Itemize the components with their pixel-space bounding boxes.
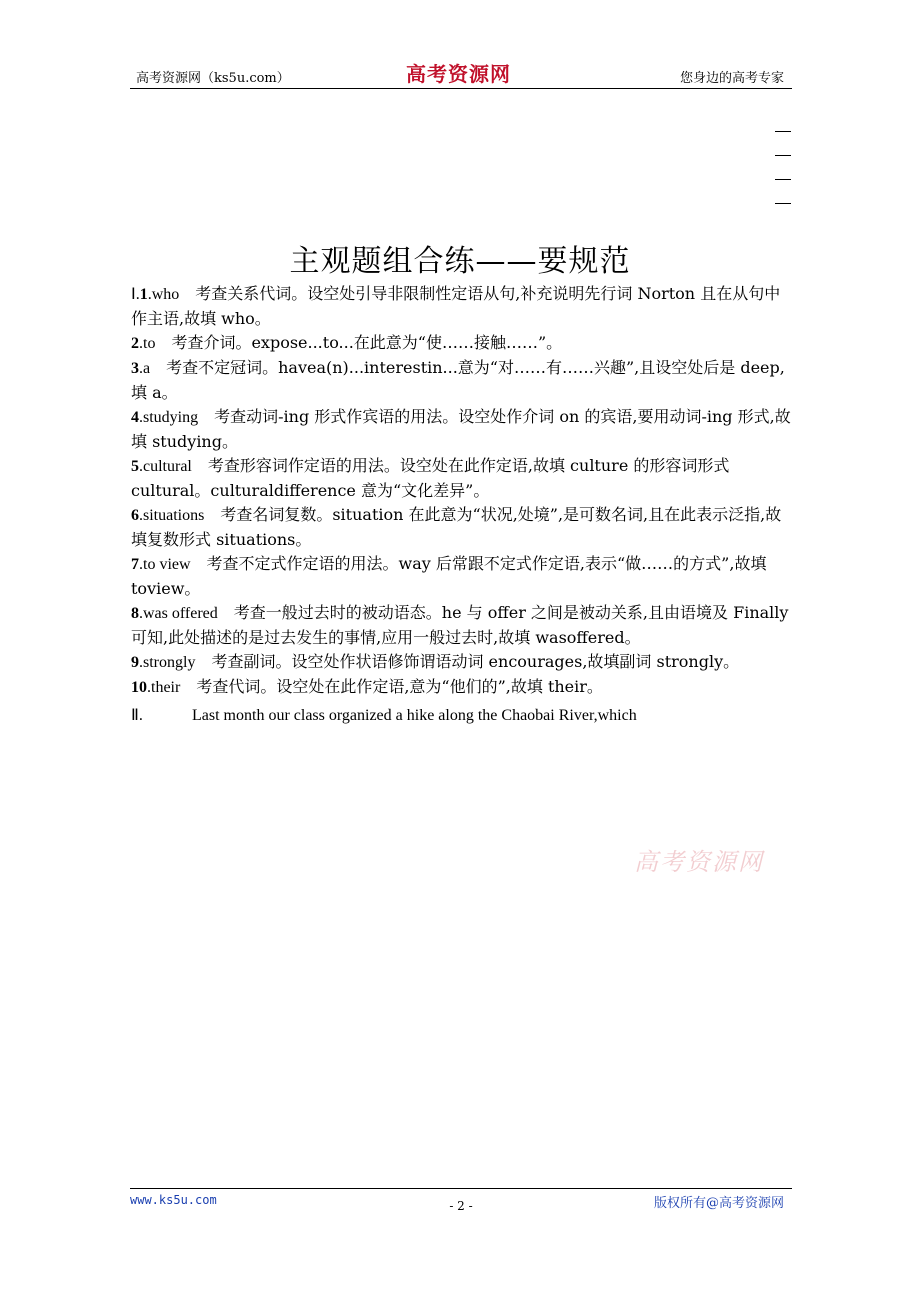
- item-number: 10: [131, 679, 147, 696]
- answer-item: [131, 405, 791, 454]
- item-explanation: 考查副词。设空处作状语修饰谓语动词 encourages,故填副词 strongly。: [211, 652, 740, 671]
- part2-paragraph: [131, 704, 791, 728]
- watermark: 高考资源网: [634, 848, 764, 876]
- answer-list: [131, 282, 791, 728]
- item-answer: .cultural: [139, 458, 192, 475]
- item-answer: .to: [139, 335, 156, 352]
- item-number: 5: [131, 458, 139, 475]
- header-slogan: 您身边的高考专家: [679, 71, 784, 86]
- page-footer: [130, 1188, 792, 1229]
- header-logo: 高考资源网: [406, 62, 511, 86]
- page-number: - 2 -: [449, 1199, 473, 1213]
- margin-dashes: [775, 128, 791, 224]
- footer-url-link[interactable]: www.ks5u.com: [130, 1193, 217, 1207]
- item-answer: .their: [147, 679, 181, 696]
- item-explanation: 考查关系代词。设空处引导非限制性定语从句,补充说明先行词 Norton 且在从句中作主语,故填 who。: [131, 284, 781, 328]
- item-number: 4: [131, 409, 139, 426]
- part2-text: Last month our class organized a hike along the Chaobai River,which: [192, 707, 637, 724]
- item-answer: .who: [147, 286, 180, 303]
- item-answer: .a: [139, 360, 151, 377]
- section-label: Ⅰ.: [131, 286, 140, 303]
- header-site-name: 高考资源网（ks5u.com）: [136, 71, 290, 86]
- item-explanation: 考查一般过去时的被动语态。he 与 offer 之间是被动关系,且由语境及 Finally 可知,此处描述的是过去发生的事情,应用一般过去时,故填 wasoffered。: [131, 603, 789, 647]
- dash-mark: [775, 176, 791, 200]
- item-explanation: 考查动词-ing 形式作宾语的用法。设空处作介词 on 的宾语,要用动词-ing 形式,故填 studying。: [131, 407, 791, 451]
- item-explanation: 考查不定冠词。havea(n)...interestin...意为“对……有……兴趣”,且设空处后是 deep,填 a。: [131, 358, 785, 402]
- answer-item: [131, 282, 791, 331]
- dash-mark: [775, 152, 791, 176]
- item-explanation: 考查代词。设空处在此作定语,意为“他们的”,故填 their。: [196, 677, 603, 696]
- item-number: 7: [131, 556, 139, 573]
- answer-item: [131, 503, 791, 552]
- page-header: [130, 58, 792, 89]
- answer-item: [131, 552, 791, 601]
- item-answer: .studying: [139, 409, 199, 426]
- footer-copyright: 版权所有@高考资源网: [653, 1196, 784, 1211]
- page-title: 主观题组合练——要规范: [289, 244, 631, 279]
- item-answer: .to view: [139, 556, 191, 573]
- item-answer: .strongly: [139, 654, 196, 671]
- item-number: 1: [139, 286, 148, 303]
- item-explanation: 考查不定式作定语的用法。way 后常跟不定式作定语,表示“做……的方式”,故填 toview。: [131, 554, 767, 598]
- item-explanation: 考查形容词作定语的用法。设空处在此作定语,故填 culture 的形容词形式 cultural。culturaldifference 意为“文化差异”。: [131, 456, 730, 500]
- answer-item: [131, 650, 791, 675]
- item-explanation: 考查名词复数。situation 在此意为“状况,处境”,是可数名词,且在此表示泛指,故填复数形式 situations。: [131, 505, 782, 549]
- answer-item: [131, 356, 791, 405]
- item-number: 6: [131, 507, 139, 524]
- answer-item: [131, 331, 791, 356]
- item-number: 8: [131, 605, 139, 622]
- item-number: 9: [131, 654, 139, 671]
- item-explanation: 考查介词。expose...to...在此意为“使……接触……”。: [171, 333, 563, 352]
- answer-item: [131, 454, 791, 503]
- dash-mark: [775, 200, 791, 224]
- item-answer: .situations: [139, 507, 205, 524]
- item-number: 2: [131, 335, 139, 352]
- answer-item: [131, 601, 791, 650]
- item-number: 3: [131, 360, 139, 377]
- item-answer: .was offered: [139, 605, 218, 622]
- section-label: Ⅱ.: [131, 707, 143, 724]
- answer-item: [131, 675, 791, 700]
- dash-mark: [775, 128, 791, 152]
